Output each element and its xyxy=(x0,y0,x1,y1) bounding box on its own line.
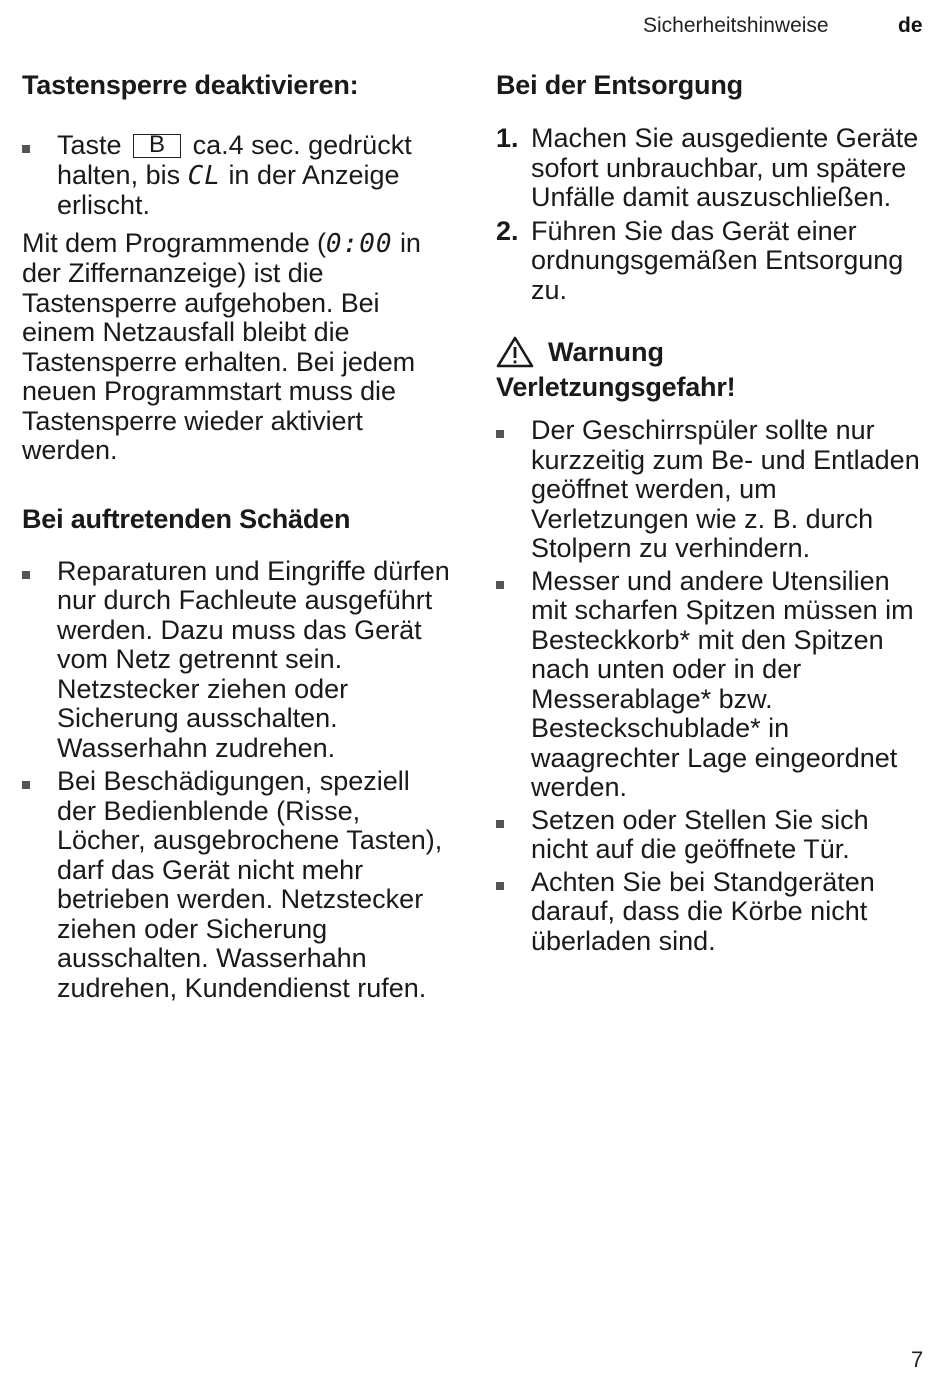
text-fragment: Taste xyxy=(57,130,122,160)
display-cl-symbol: CL xyxy=(187,160,221,191)
list-item xyxy=(22,131,452,221)
text-fragment: ca.4 sec. gedrückt halten, bis xyxy=(57,130,412,190)
warning-label xyxy=(496,335,926,369)
warning-triangle-icon xyxy=(496,336,534,368)
step-item xyxy=(496,124,926,213)
tastensperre-list xyxy=(22,131,452,221)
display-0-00-symbol: 0:00 xyxy=(325,228,393,259)
text-fragment: Mit dem Programmende ( xyxy=(22,227,326,258)
list-item: Reparaturen und Eingriffe dürfen nur durch Fachleute ausgeführt werden. Dazu muss das Gerät vom Netz getrennt sein. Netzstecker ziehen oder Sicherung ausschalten. Wasserhahn zudrehen. xyxy=(22,557,452,764)
list-item: Bei Beschädigungen, speziell der Bedienblende (Risse, Löcher, ausgebrochene Tasten), darf das Gerät nicht mehr betrieben werden. Netzstecker ziehen oder Sicherung ausschalten. Wasserhahn zudrehen, Kundendienst rufen. xyxy=(22,767,452,1003)
heading-schaeden: Bei auftretenden Schäden xyxy=(22,503,351,534)
warning-list xyxy=(496,416,926,956)
key-b-symbol: B xyxy=(133,134,181,158)
page-number: 7 xyxy=(911,1347,924,1372)
step-number: 2. xyxy=(496,215,519,246)
section-title: Sicherheitshinweise xyxy=(643,14,829,37)
heading-verletzungsgefahr: Verletzungsgefahr! xyxy=(496,372,736,402)
step-item xyxy=(496,217,926,306)
list-item: Der Geschirrspüler sollte nur kurzzeitig zum Be- und Entladen geöffnet werden, um Verletzungen wie z. B. durch Stolpern zu verhindern. xyxy=(496,416,926,564)
entsorgung-steps xyxy=(496,124,926,305)
text-fragment: in der Anzeige erlischt. xyxy=(57,159,400,220)
text-fragment: in der Ziffernanzeige) ist die Tastensperre aufgehoben. Bei einem Netzausfall bleibt die Tastensperre erhalten. Bei jedem neuen Programmstart muss die Tastensperre wieder aktiviert werden. xyxy=(22,227,421,465)
list-item: Achten Sie bei Standgeräten darauf, dass die Körbe nicht überladen sind. xyxy=(496,868,926,957)
list-item: Setzen oder Stellen Sie sich nicht auf die geöffnete Tür. xyxy=(496,806,926,865)
step-number: 1. xyxy=(496,123,519,153)
list-item: Messer und andere Utensilien mit scharfen Spitzen müssen im Besteckkorb* mit den Spitzen nach unten oder in der Messerablage* bzw. Besteckschublade* in waagrechter Lage eingeordnet werden. xyxy=(496,567,926,803)
left-column xyxy=(22,68,452,1003)
warning-text: Warnung xyxy=(548,337,664,367)
right-column xyxy=(496,68,926,956)
schaeden-list xyxy=(22,557,452,1004)
step-text: Machen Sie ausgediente Geräte sofort unbrauchbar, um spätere Unfälle damit auszuschließen. xyxy=(531,123,919,212)
tastensperre-paragraph xyxy=(22,229,452,466)
step-text: Führen Sie das Gerät einer ordnungsgemäßen Entsorgung zu. xyxy=(531,215,904,305)
language-code: de xyxy=(898,14,923,37)
heading-entsorgung: Bei der Entsorgung xyxy=(496,70,743,100)
page-header xyxy=(0,14,950,44)
heading-tastensperre: Tastensperre deaktivieren: xyxy=(22,70,359,100)
